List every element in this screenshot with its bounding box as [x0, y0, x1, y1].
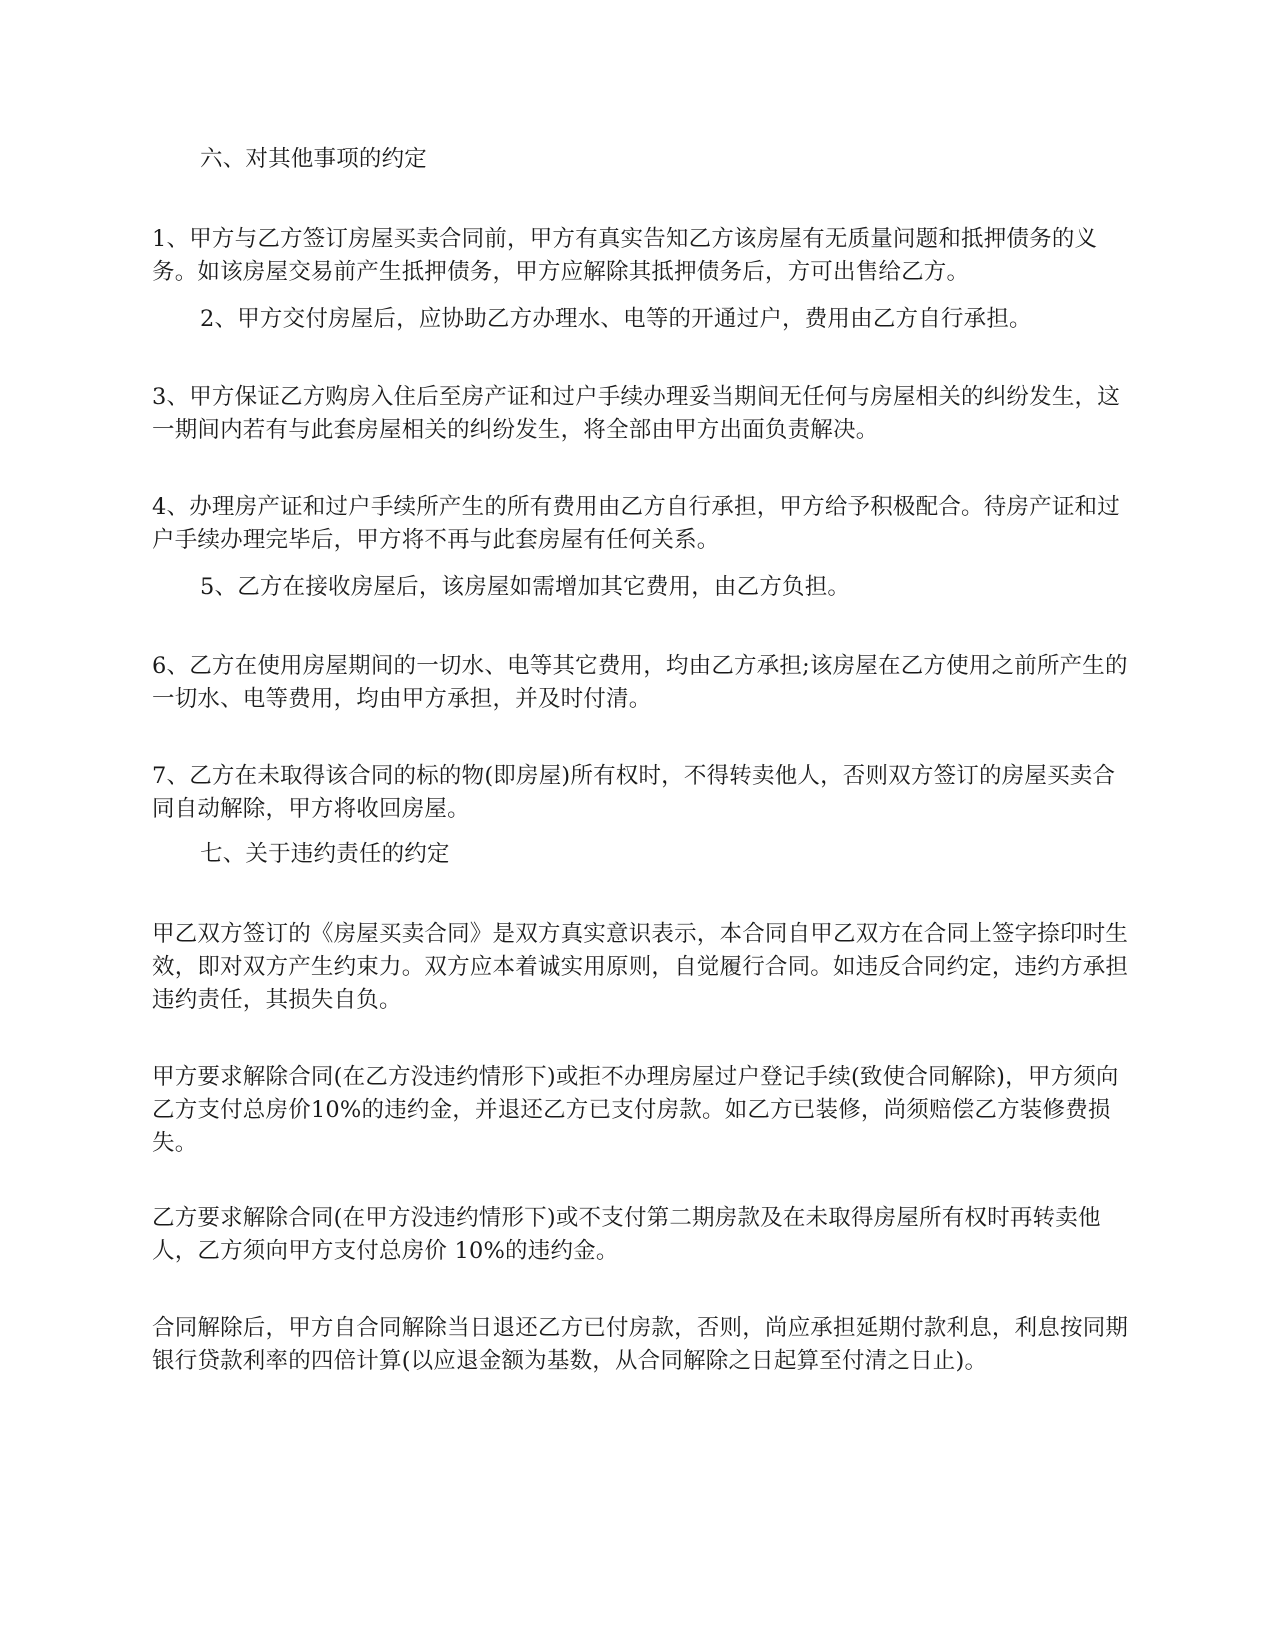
paragraph-breach-party-b: 乙方要求解除合同(在甲方没违约情形下)或不支付第二期房款及在未取得房屋所有权时再转卖他人，乙方须向甲方支付总房价 10%的违约金。	[152, 1205, 1101, 1264]
paragraph-clause-2: 2、甲方交付房屋后，应协助乙方办理水、电等的开通过户，费用由乙方自行承担。	[200, 306, 1032, 332]
section-heading-6: 六、对其他事项的约定	[200, 146, 428, 172]
paragraph-termination: 合同解除后，甲方自合同解除当日退还乙方已付房款，否则，尚应承担延期付款利息，利息按同期银行贷款利率的四倍计算(以应退金额为基数，从合同解除之日起算至付清之日止)。	[152, 1315, 1129, 1374]
paragraph-clause-6: 6、乙方在使用房屋期间的一切水、电等其它费用，均由乙方承担;该房屋在乙方使用之前所产生的一切水、电等费用，均由甲方承担，并及时付清。	[152, 653, 1128, 712]
paragraph-clause-3: 3、甲方保证乙方购房入住后至房产证和过户手续办理妥当期间无任何与房屋相关的纠纷发生，这一期间内若有与此套房屋相关的纠纷发生，将全部由甲方出面负责解决。	[152, 384, 1120, 443]
paragraph-clause-1: 1、甲方与乙方签订房屋买卖合同前，甲方有真实告知乙方该房屋有无质量问题和抵押债务的义务。如该房屋交易前产生抵押债务，甲方应解除其抵押债务后，方可出售给乙方。	[152, 226, 1098, 285]
section-heading-7: 七、关于违约责任的约定	[200, 841, 450, 867]
paragraph-clause-4: 4、办理房产证和过户手续所产生的所有费用由乙方自行承担，甲方给予积极配合。待房产证和过户手续办理完毕后，甲方将不再与此套房屋有任何关系。	[152, 494, 1120, 553]
paragraph-breach-general: 甲乙双方签订的《房屋买卖合同》是双方真实意识表示，本合同自甲乙双方在合同上签字捺印时生效，即对双方产生约束力。双方应本着诚实用原则，自觉履行合同。如违反合同约定，违约方承担违约责任，其损失自负。	[152, 921, 1129, 1013]
paragraph-breach-party-a: 甲方要求解除合同(在乙方没违约情形下)或拒不办理房屋过户登记手续(致使合同解除)，甲方须向乙方支付总房价10%的违约金，并退还乙方已支付房款。如乙方已装修，尚须赔偿乙方装修费损失。	[152, 1064, 1119, 1156]
paragraph-clause-7: 7、乙方在未取得该合同的标的物(即房屋)所有权时，不得转卖他人，否则双方签订的房屋买卖合同自动解除，甲方将收回房屋。	[152, 763, 1116, 822]
paragraph-clause-5: 5、乙方在接收房屋后，该房屋如需增加其它费用，由乙方负担。	[200, 574, 851, 600]
